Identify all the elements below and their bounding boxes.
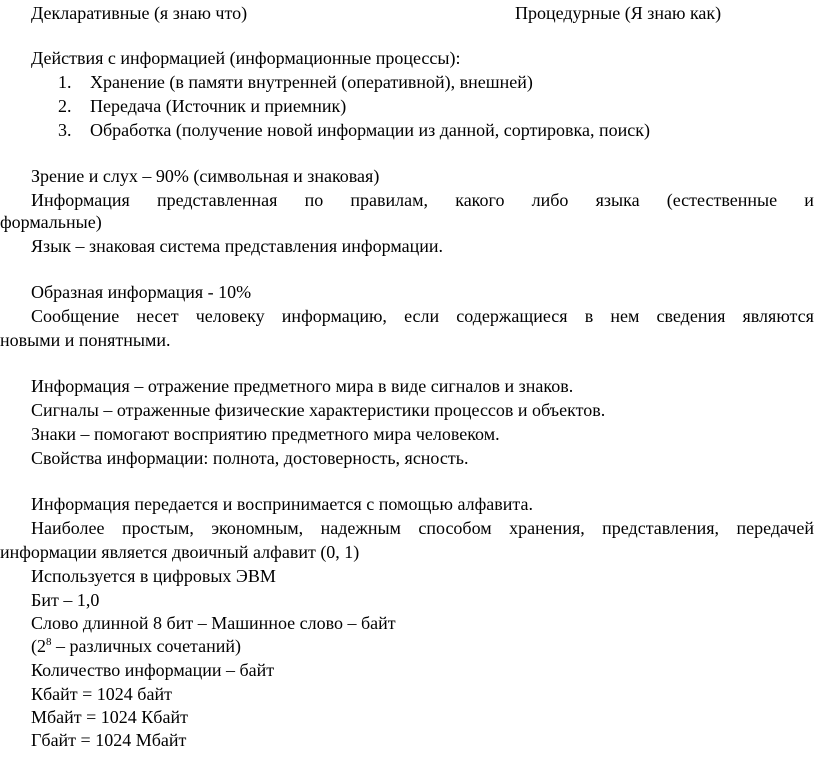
word: хранения, (509, 518, 585, 538)
word: правилам, (350, 190, 429, 210)
digital-computers-line: Используется в цифровых ЭВМ (31, 566, 276, 586)
symbolic-percent: Зрение и слух – 90% (символьная и знаковая) (31, 166, 380, 186)
word: простым, (121, 518, 194, 538)
binary-alphabet-cont: информации является двоичный алфавит (0, 1) (0, 542, 360, 562)
processes-title: Действия с информацией (информационные процессы): (31, 48, 461, 68)
word: какого (455, 190, 505, 210)
word: по (304, 190, 324, 210)
word: представленная (157, 190, 278, 210)
information-definition: Информация – отражение предметного мира в виде сигналов и знаков. (31, 376, 574, 396)
message-definition-cont: новыми и понятными. (0, 330, 171, 350)
signals-definition: Сигналы – отраженные физические характеристики процессов и объектов. (31, 400, 606, 420)
process-number: 1. (58, 72, 72, 92)
word: передачей (736, 518, 814, 538)
mbyte-line: Мбайт = 1024 Кбайт (31, 707, 188, 727)
word: либо (531, 190, 569, 210)
word: языка (595, 190, 640, 210)
word: и (804, 190, 814, 210)
word: если (404, 306, 440, 326)
combinations-base: (2 (31, 636, 46, 656)
properties-definition: Свойства информации: полнота, достоверность, ясность. (31, 448, 469, 468)
gbyte-line: Гбайт = 1024 Мбайт (31, 730, 187, 750)
combinations-exponent: 8 (46, 636, 52, 648)
combinations-text: – различных сочетаний) (51, 636, 242, 656)
language-definition: Язык – знаковая система представления информации. (31, 236, 443, 256)
alphabet-intro: Информация передается и воспринимается с помощью алфавита. (31, 494, 533, 514)
header-procedural: Процедурные (Я знаю как) (515, 3, 722, 23)
process-number: 2. (58, 96, 72, 116)
process-number: 3. (58, 120, 72, 140)
word: являются (742, 306, 814, 326)
word: способом (418, 518, 492, 538)
word: человеку (195, 306, 265, 326)
word: информацию, (281, 306, 387, 326)
word: Информация (31, 190, 130, 210)
word: в (584, 306, 594, 326)
header-declarative: Декларативные (я знаю что) (31, 3, 248, 23)
process-text: Обработка (получение новой информации из данной, сортировка, поиск) (90, 120, 651, 140)
combinations-line (31, 635, 816, 657)
word: содержащиеся (456, 306, 568, 326)
word: сведения (656, 306, 726, 326)
message-definition-line (31, 305, 814, 327)
kbyte-line: Кбайт = 1024 байт (31, 684, 172, 704)
information-amount-line: Количество информации – байт (31, 660, 275, 680)
word: Сообщение (31, 306, 120, 326)
word: представления, (602, 518, 720, 538)
word: надежным (320, 518, 401, 538)
bit-line: Бит – 1,0 (31, 590, 100, 610)
word: нем (610, 306, 640, 326)
process-text: Передача (Источник и приемник) (90, 96, 347, 116)
word: (естественные (666, 190, 778, 210)
symbolic-definition-cont: формальные) (0, 212, 102, 232)
word: Наиболее (31, 518, 105, 538)
symbolic-definition-line (31, 189, 814, 211)
figurative-percent: Образная информация - 10% (31, 282, 252, 302)
signs-definition: Знаки – помогают восприятию предметного мира человеком. (31, 424, 500, 444)
binary-alphabet-line (31, 517, 814, 539)
word: несет (136, 306, 179, 326)
byte-word-line: Слово длинной 8 бит – Машинное слово – байт (31, 613, 396, 633)
process-text: Хранение (в памяти внутренней (оперативной), внешней) (90, 72, 533, 92)
word: экономным, (211, 518, 304, 538)
